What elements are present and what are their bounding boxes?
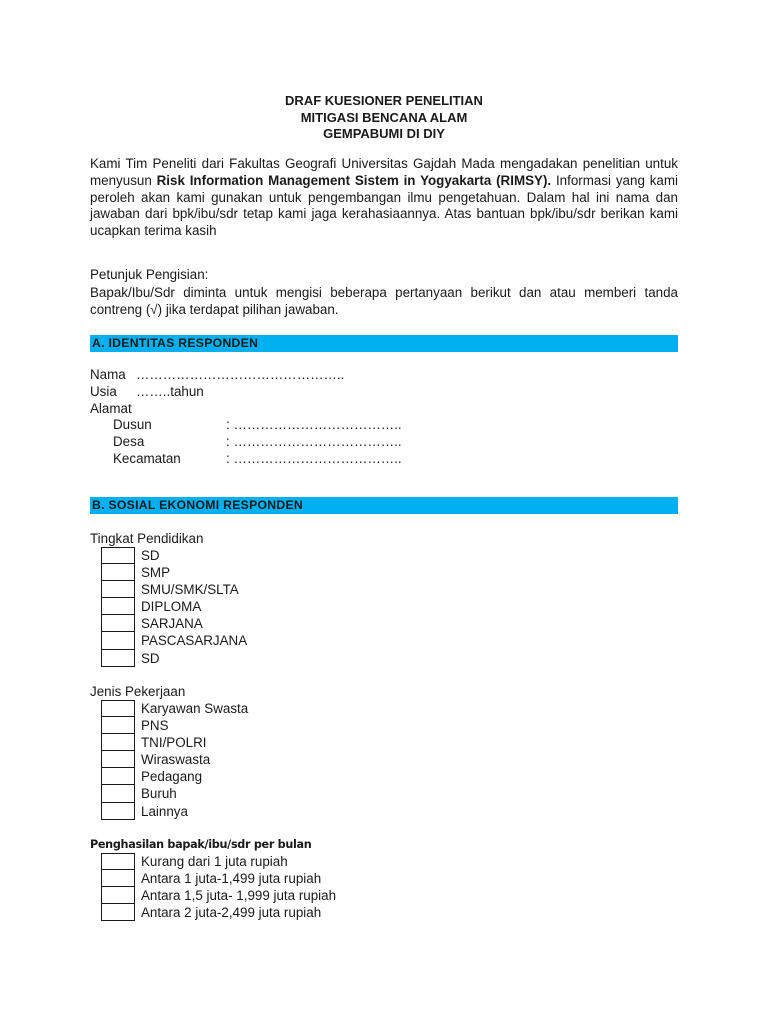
pekerjaan-option — [90, 717, 678, 734]
instructions-text: Bapak/Ibu/Sdr diminta untuk mengisi beberapa pertanyaan berikut dan atau memberi tanda contreng (√) jika terdapat pilihan jawaban. — [90, 284, 678, 317]
pendidikan-checkbox[interactable] — [101, 547, 135, 564]
penghasilan-checkbox[interactable] — [101, 870, 135, 887]
pendidikan-option — [90, 632, 678, 649]
pekerjaan-group — [90, 683, 678, 820]
penghasilan-checkbox[interactable] — [101, 853, 135, 870]
kecamatan-field[interactable]: : ……………………………….. — [226, 450, 402, 466]
penghasilan-title: Penghasilan bapak/ibu/sdr per bulan — [90, 838, 312, 851]
nama-label: Nama — [90, 367, 126, 382]
title-line-1: DRAF KUESIONER PENELITIAN — [285, 93, 483, 108]
usia-label: Usia — [90, 383, 117, 399]
instructions — [90, 266, 678, 319]
pendidikan-option-label: DIPLOMA — [141, 599, 202, 615]
pendidikan-option — [90, 564, 678, 581]
dusun-field[interactable]: : ……………………………….. — [226, 417, 402, 433]
alamat-row — [90, 401, 678, 418]
pekerjaan-checkbox[interactable] — [101, 803, 135, 820]
intro-paragraph — [90, 156, 678, 240]
pekerjaan-option — [90, 785, 678, 802]
title-line-3: GEMPABUMI DI DIY — [323, 126, 445, 141]
pendidikan-title: Tingkat Pendidikan — [90, 531, 204, 546]
pendidikan-checkbox[interactable] — [101, 615, 135, 632]
penghasilan-option-label: Kurang dari 1 juta rupiah — [141, 854, 288, 869]
penghasilan-option — [90, 887, 678, 904]
section-b-header: B. SOSIAL EKONOMI RESPONDEN — [90, 497, 678, 514]
pendidikan-option-label: SMU/SMK/SLTA — [141, 582, 239, 598]
penghasilan-option — [90, 870, 678, 887]
pekerjaan-checkbox[interactable] — [101, 768, 135, 785]
nama-field[interactable]: ……………………………………….. — [136, 367, 345, 382]
intro-text-2: Informasi yang kami peroleh akan kami gunakan untuk pengembangan ilmu pengetahuan. Dalam hal ini nama dan jawaban dari bpk/ibu/sdr tetap kami jaga kerahasiaannya. Atas bantuan bpk/ibu/sdr berikan kami ucapkan terima kasih — [90, 172, 678, 239]
penghasilan-checkbox[interactable] — [101, 887, 135, 904]
nama-row — [90, 367, 678, 384]
document-title — [90, 93, 678, 143]
pekerjaan-option — [90, 803, 678, 820]
usia-field[interactable]: ……..tahun — [136, 383, 204, 399]
dusun-row — [90, 417, 678, 434]
pekerjaan-option-label: Lainnya — [141, 803, 188, 819]
penghasilan-option — [90, 853, 678, 870]
pekerjaan-option-label: Pedagang — [141, 769, 203, 785]
pekerjaan-checkbox[interactable] — [101, 717, 135, 734]
penghasilan-option-label: Antara 2 juta-2,499 juta rupiah — [141, 905, 322, 921]
pekerjaan-option — [90, 751, 678, 768]
title-line-2: MITIGASI BENCANA ALAM — [300, 109, 468, 125]
pendidikan-checkbox[interactable] — [101, 581, 135, 598]
pekerjaan-checkbox[interactable] — [101, 785, 135, 802]
intro-text-1: Kami Tim Peneliti dari Fakultas Geografi Universitas Gajdah Mada mengadakan penelitian untuk menyusun — [90, 156, 678, 188]
pendidikan-option — [90, 547, 678, 564]
pendidikan-option — [90, 581, 678, 598]
pekerjaan-title: Jenis Pekerjaan — [90, 684, 186, 699]
pendidikan-checkbox[interactable] — [101, 650, 135, 667]
desa-row — [90, 434, 678, 451]
penghasilan-option-label: Antara 1 juta-1,499 juta rupiah — [141, 871, 322, 887]
pekerjaan-option-label: PNS — [141, 718, 169, 734]
pekerjaan-option-label: Wiraswasta — [141, 752, 211, 768]
desa-label: Desa — [113, 434, 145, 450]
kecamatan-row — [90, 451, 678, 468]
pendidikan-option-label: PASCASARJANA — [141, 633, 248, 649]
section-a-header: A. IDENTITAS RESPONDEN — [90, 335, 678, 352]
desa-field[interactable]: : ……………………………….. — [226, 434, 402, 450]
penghasilan-group — [90, 836, 678, 921]
identity-fields — [90, 367, 678, 468]
pekerjaan-option — [90, 768, 678, 785]
alamat-label: Alamat — [90, 400, 132, 416]
pendidikan-option-label: SD — [141, 650, 160, 666]
pendidikan-option — [90, 615, 678, 632]
pekerjaan-checkbox[interactable] — [101, 734, 135, 751]
pekerjaan-option-label: TNI/POLRI — [141, 735, 207, 751]
penghasilan-option-label: Antara 1,5 juta- 1,999 juta rupiah — [141, 888, 337, 904]
pekerjaan-checkbox[interactable] — [101, 700, 135, 717]
pekerjaan-option-label: Buruh — [141, 786, 177, 802]
dusun-label: Dusun — [113, 417, 152, 433]
penghasilan-checkbox[interactable] — [101, 904, 135, 921]
pendidikan-group — [90, 530, 678, 667]
pendidikan-option-label: SMP — [141, 565, 171, 581]
pendidikan-checkbox[interactable] — [101, 564, 135, 581]
pekerjaan-checkbox[interactable] — [101, 751, 135, 768]
pekerjaan-option-label: Karyawan Swasta — [141, 701, 249, 716]
pekerjaan-option — [90, 700, 678, 717]
pendidikan-option-label: SD — [141, 548, 160, 563]
pendidikan-checkbox[interactable] — [101, 632, 135, 649]
penghasilan-option — [90, 904, 678, 921]
kecamatan-label: Kecamatan — [113, 450, 181, 466]
pendidikan-option — [90, 598, 678, 615]
pekerjaan-option — [90, 734, 678, 751]
usia-row — [90, 384, 678, 401]
pendidikan-checkbox[interactable] — [101, 598, 135, 615]
intro-bold-text: Risk Information Management Sistem in Yogyakarta (RIMSY). — [156, 172, 552, 188]
pendidikan-option-label: SARJANA — [141, 616, 203, 632]
pendidikan-option — [90, 650, 678, 667]
instructions-heading: Petunjuk Pengisian: — [90, 267, 209, 282]
